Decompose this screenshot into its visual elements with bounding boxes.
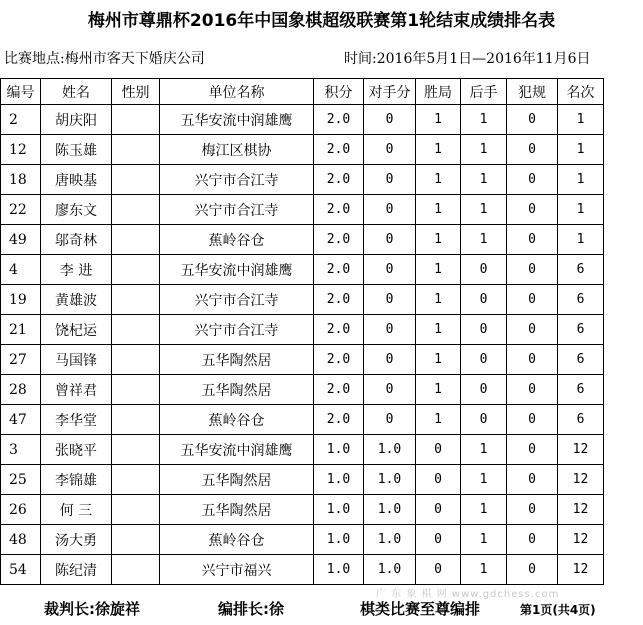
table-row [1,195,604,225]
cell-name: 唐映基 [41,165,112,195]
cell-rank: 1 [558,105,604,135]
cell-score: 1.0 [314,555,364,585]
column-header-id: 编号 [1,79,41,105]
cell-unit: 兴宁市合江寺 [160,285,314,315]
cell-opp: 0 [364,405,416,435]
cell-id: 48 [1,525,41,555]
cell-opp: 0 [364,345,416,375]
cell-id: 49 [1,225,41,255]
cell-score: 2.0 [314,285,364,315]
cell-id: 25 [1,465,41,495]
cell-gender [112,195,160,225]
cell-wins: 0 [416,495,461,525]
table-row [1,255,604,285]
cell-unit: 梅江区棋协 [160,135,314,165]
cell-rank: 12 [558,465,604,495]
cell-score: 2.0 [314,135,364,165]
cell-rank: 1 [558,225,604,255]
cell-wins: 1 [416,165,461,195]
cell-rank: 12 [558,525,604,555]
cell-foul: 0 [507,525,558,555]
cell-name: 黄雄波 [41,285,112,315]
cell-black: 1 [461,525,507,555]
cell-rank: 12 [558,435,604,465]
cell-wins: 0 [416,465,461,495]
cell-foul: 0 [507,375,558,405]
table-row [1,285,604,315]
cell-gender [112,285,160,315]
cell-rank: 12 [558,555,604,585]
cell-score: 2.0 [314,195,364,225]
cell-name: 李 进 [41,255,112,285]
cell-score: 1.0 [314,495,364,525]
cell-opp: 1.0 [364,495,416,525]
cell-unit: 五华陶然居 [160,495,314,525]
cell-black: 0 [461,255,507,285]
cell-opp: 0 [364,225,416,255]
cell-gender [112,465,160,495]
cell-foul: 0 [507,225,558,255]
cell-wins: 0 [416,555,461,585]
table-body [1,105,604,585]
cell-id: 18 [1,165,41,195]
cell-foul: 0 [507,315,558,345]
cell-score: 2.0 [314,255,364,285]
cell-opp: 1.0 [364,465,416,495]
cell-opp: 1.0 [364,555,416,585]
cell-opp: 1.0 [364,525,416,555]
table-header-row [1,79,604,105]
cell-score: 2.0 [314,165,364,195]
cell-foul: 0 [507,195,558,225]
cell-wins: 1 [416,105,461,135]
column-header-gender: 性别 [112,79,160,105]
cell-name: 张晓平 [41,435,112,465]
column-header-name: 姓名 [41,79,112,105]
cell-wins: 0 [416,525,461,555]
table-row [1,105,604,135]
cell-gender [112,165,160,195]
time-info: 时间:2016年5月1日—2016年11月6日 [344,51,591,67]
cell-opp: 0 [364,135,416,165]
cell-id: 28 [1,375,41,405]
cell-wins: 1 [416,345,461,375]
cell-black: 1 [461,195,507,225]
cell-wins: 1 [416,285,461,315]
cell-wins: 1 [416,255,461,285]
cell-black: 0 [461,375,507,405]
cell-black: 1 [461,435,507,465]
cell-unit: 蕉岭谷仓 [160,225,314,255]
cell-unit: 兴宁市合江寺 [160,315,314,345]
cell-black: 0 [461,405,507,435]
cell-foul: 0 [507,135,558,165]
cell-unit: 五华安流中润雄鹰 [160,105,314,135]
cell-rank: 6 [558,255,604,285]
cell-score: 1.0 [314,465,364,495]
cell-foul: 0 [507,435,558,465]
cell-foul: 0 [507,465,558,495]
page-title: 梅州市尊鼎杯2016年中国象棋超级联赛第1轮结束成绩排名表 [87,11,556,31]
column-header-rank: 名次 [558,79,604,105]
cell-score: 2.0 [314,405,364,435]
cell-rank: 6 [558,285,604,315]
cell-id: 12 [1,135,41,165]
cell-gender [112,405,160,435]
cell-name: 汤大勇 [41,525,112,555]
results-table [0,78,604,585]
column-header-score: 积分 [314,79,364,105]
cell-rank: 1 [558,135,604,165]
cell-score: 2.0 [314,345,364,375]
cell-gender [112,135,160,165]
cell-foul: 0 [507,495,558,525]
cell-rank: 1 [558,165,604,195]
cell-black: 1 [461,465,507,495]
cell-id: 26 [1,495,41,525]
cell-name: 李华堂 [41,405,112,435]
column-header-black: 后手 [461,79,507,105]
table-row [1,165,604,195]
cell-unit: 五华陶然居 [160,345,314,375]
cell-opp: 0 [364,315,416,345]
cell-id: 19 [1,285,41,315]
cell-score: 1.0 [314,525,364,555]
table-row [1,345,604,375]
cell-gender [112,555,160,585]
cell-id: 27 [1,345,41,375]
cell-name: 何 三 [41,495,112,525]
table-row [1,525,604,555]
column-header-fouls: 犯规 [507,79,558,105]
cell-opp: 0 [364,105,416,135]
cell-unit: 五华安流中润雄鹰 [160,435,314,465]
cell-black: 1 [461,225,507,255]
cell-id: 3 [1,435,41,465]
cell-foul: 0 [507,105,558,135]
cell-wins: 0 [416,435,461,465]
cell-unit: 五华陶然居 [160,465,314,495]
column-header-wins: 胜局 [416,79,461,105]
cell-black: 1 [461,495,507,525]
cell-gender [112,525,160,555]
cell-wins: 1 [416,315,461,345]
cell-name: 廖东文 [41,195,112,225]
cell-black: 1 [461,555,507,585]
cell-foul: 0 [507,555,558,585]
cell-foul: 0 [507,405,558,435]
cell-id: 54 [1,555,41,585]
cell-rank: 6 [558,315,604,345]
cell-black: 1 [461,135,507,165]
watermark: 广 东 象 棋 网 www.gdchess.com [376,589,560,600]
cell-score: 1.0 [314,435,364,465]
cell-gender [112,345,160,375]
cell-id: 2 [1,105,41,135]
cell-opp: 0 [364,165,416,195]
cell-black: 0 [461,285,507,315]
software-label: 棋类比赛至尊编排 [360,600,481,618]
cell-id: 22 [1,195,41,225]
cell-wins: 1 [416,405,461,435]
table-row [1,225,604,255]
cell-gender [112,375,160,405]
cell-black: 0 [461,315,507,345]
cell-score: 2.0 [314,315,364,345]
cell-rank: 12 [558,495,604,525]
cell-foul: 0 [507,255,558,285]
arranger-label: 编排长:徐 [218,600,284,618]
cell-foul: 0 [507,345,558,375]
cell-id: 21 [1,315,41,345]
table-row [1,405,604,435]
cell-unit: 蕉岭谷仓 [160,525,314,555]
cell-score: 2.0 [314,105,364,135]
page-indicator: 第1页(共4页) [520,603,596,617]
cell-unit: 兴宁市福兴 [160,555,314,585]
cell-name: 马国锋 [41,345,112,375]
cell-name: 陈玉雄 [41,135,112,165]
cell-opp: 0 [364,255,416,285]
cell-gender [112,435,160,465]
cell-gender [112,315,160,345]
table-row [1,495,604,525]
table-row [1,375,604,405]
cell-gender [112,255,160,285]
cell-name: 陈纪清 [41,555,112,585]
cell-black: 1 [461,105,507,135]
cell-black: 1 [461,165,507,195]
cell-wins: 1 [416,195,461,225]
cell-foul: 0 [507,165,558,195]
cell-foul: 0 [507,285,558,315]
column-header-opp-score: 对手分 [364,79,416,105]
table-row [1,465,604,495]
cell-gender [112,225,160,255]
cell-score: 2.0 [314,375,364,405]
cell-unit: 蕉岭谷仓 [160,405,314,435]
column-header-unit: 单位名称 [160,79,314,105]
cell-opp: 0 [364,285,416,315]
cell-wins: 1 [416,135,461,165]
cell-opp: 0 [364,195,416,225]
cell-gender [112,105,160,135]
cell-score: 2.0 [314,225,364,255]
cell-gender [112,495,160,525]
cell-unit: 五华安流中润雄鹰 [160,255,314,285]
cell-unit: 兴宁市合江寺 [160,165,314,195]
cell-wins: 1 [416,375,461,405]
cell-name: 李锦雄 [41,465,112,495]
table-row [1,315,604,345]
referee-label: 裁判长:徐旋祥 [44,600,140,618]
cell-id: 47 [1,405,41,435]
venue-info: 比赛地点:梅州市客天下婚庆公司 [4,51,205,67]
cell-id: 4 [1,255,41,285]
cell-name: 饶杞运 [41,315,112,345]
cell-opp: 0 [364,375,416,405]
cell-wins: 1 [416,225,461,255]
cell-rank: 6 [558,375,604,405]
cell-rank: 6 [558,405,604,435]
cell-name: 曾祥君 [41,375,112,405]
cell-name: 邬奇林 [41,225,112,255]
cell-rank: 6 [558,345,604,375]
cell-unit: 五华陶然居 [160,375,314,405]
table-row [1,435,604,465]
cell-name: 胡庆阳 [41,105,112,135]
cell-unit: 兴宁市合江寺 [160,195,314,225]
cell-black: 0 [461,345,507,375]
cell-rank: 1 [558,195,604,225]
cell-opp: 1.0 [364,435,416,465]
table-row [1,135,604,165]
table-row [1,555,604,585]
